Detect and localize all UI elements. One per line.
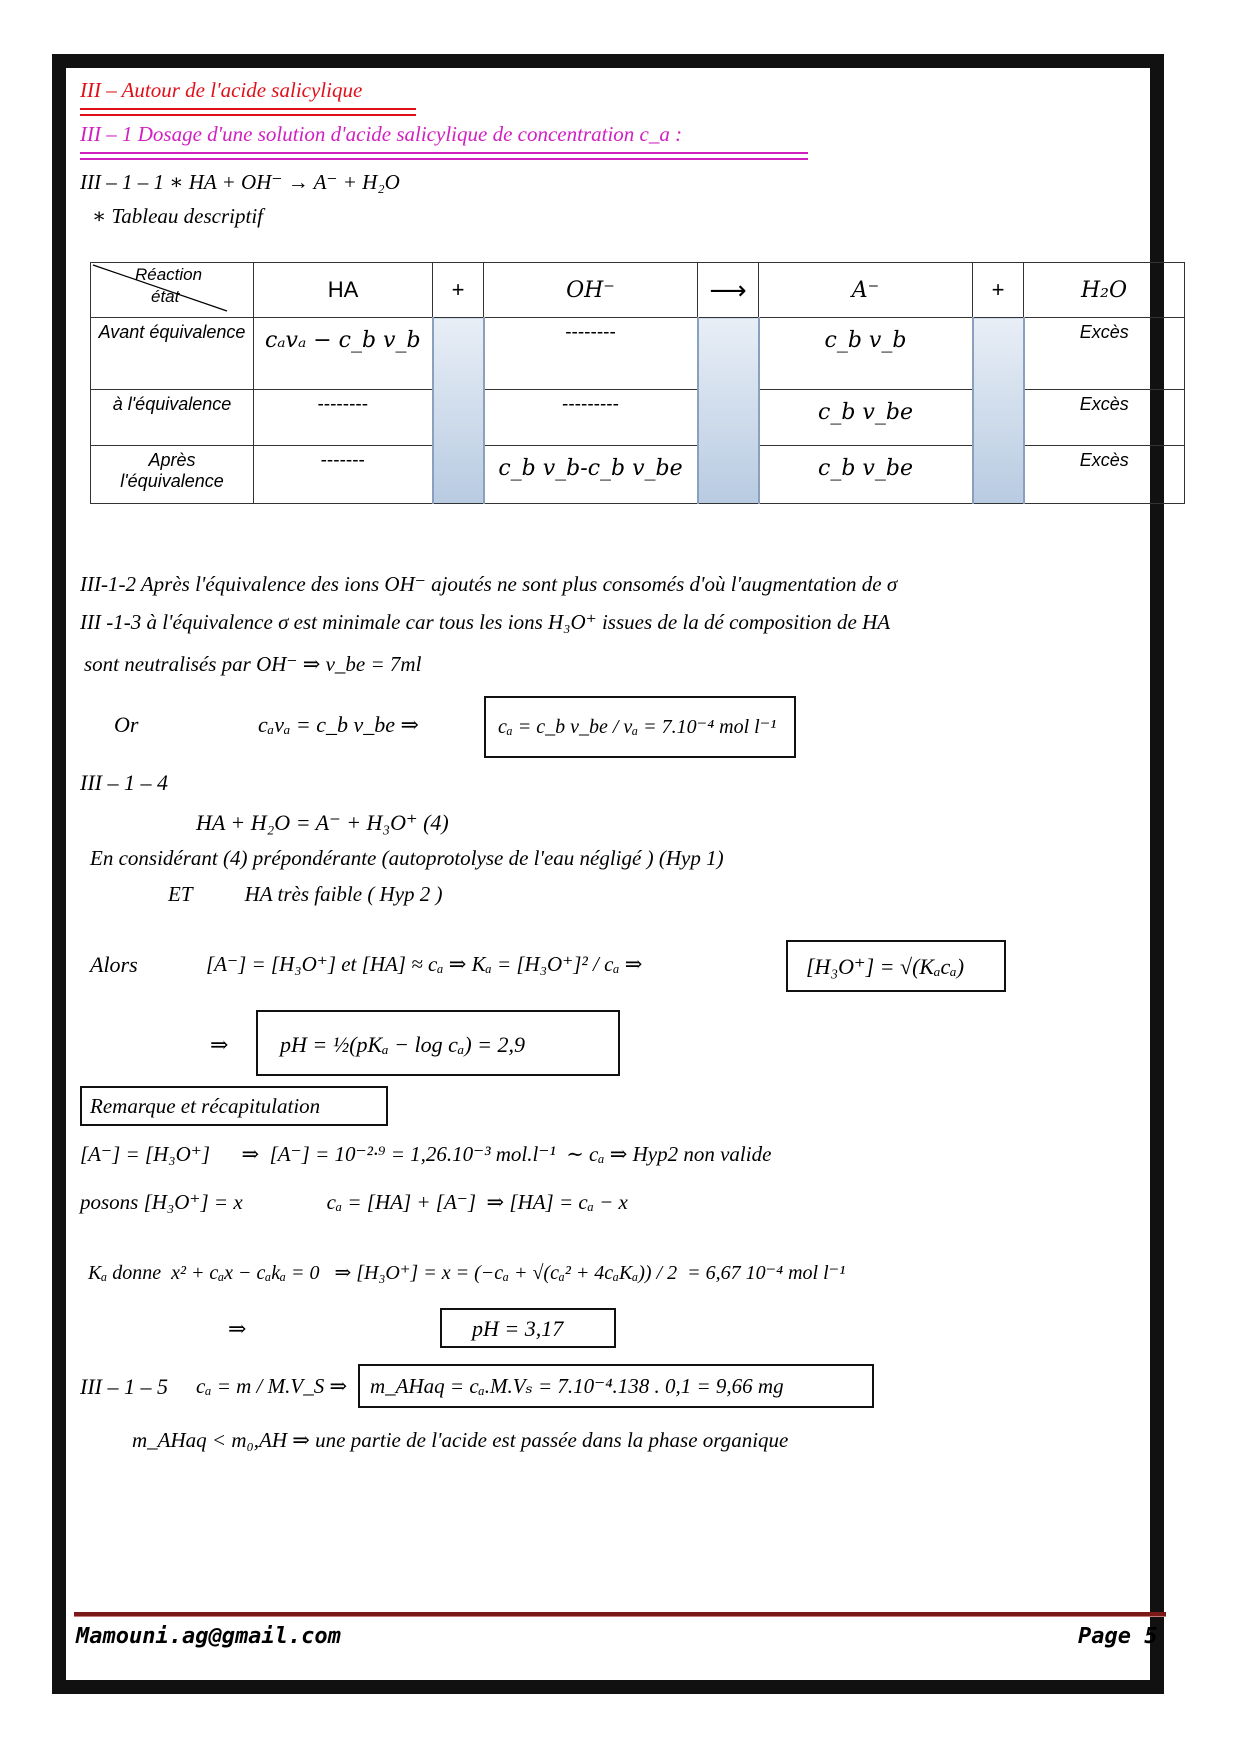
- remark-line-1: [A⁻] = [H₃O⁺] ⇒ [A⁻] = 10⁻²·⁹ = 1,26.10⁻³ mol.l⁻¹ ∼ cₐ ⇒ Hyp2 non valide: [80, 1142, 772, 1166]
- row-a: c_b v_be: [759, 390, 973, 446]
- reaction-equation: III – 1 – 1 ∗ HA + OH⁻ → A⁻ + H₂O: [80, 170, 400, 194]
- q112-text: III-1-2 Après l'équivalence des ions OH⁻ ajoutés ne sont plus consomés d'où l'augmentation de σ: [80, 572, 898, 596]
- row-a: c_b v_b: [759, 318, 973, 390]
- footer-page-number: Page 5: [1078, 1624, 1158, 1649]
- row-state: Avant équivalence: [91, 318, 254, 390]
- header-state: état: [151, 287, 180, 306]
- q114-reaction: HA + H₂O = A⁻ + H₃O⁺ (4): [196, 810, 449, 835]
- ph-box-1: [256, 1010, 620, 1076]
- table-row: [91, 318, 1185, 390]
- ph-box-2: [440, 1308, 616, 1348]
- row-h2o: Excès: [1024, 318, 1185, 390]
- h3o-box: [786, 940, 1006, 992]
- row-ha: --------: [254, 390, 433, 446]
- q114-hyp1: En considérant (4) prépondérante (autoprotolyse de l'eau négligé ) (Hyp 1): [90, 846, 724, 870]
- row-h2o: Excès: [1024, 390, 1185, 446]
- section-title: III – Autour de l'acide salicylique: [80, 78, 363, 102]
- subtitle-underline: [80, 152, 808, 160]
- q114-label: III – 1 – 4: [80, 770, 168, 795]
- row-h2o: Excès: [1024, 446, 1185, 504]
- implies-arrow: ⇒: [210, 1032, 229, 1057]
- row-oh: c_b v_b-c_b v_be: [484, 446, 698, 504]
- remark-title: Remarque et récapitulation: [90, 1094, 321, 1118]
- or-label: Or: [114, 712, 139, 737]
- gap-column: [698, 318, 759, 504]
- mass-box: [358, 1364, 874, 1408]
- row-oh: --------: [484, 318, 698, 390]
- q115-label: III – 1 – 5: [80, 1374, 168, 1399]
- h3o-result: [H₃O⁺] = √(Kₐcₐ): [806, 954, 965, 979]
- q114-hyp2: ET HA très faible ( Hyp 2 ): [168, 882, 443, 906]
- table-label: ∗ Tableau descriptif: [92, 204, 264, 228]
- or-equation: cₐvₐ = c_b v_be ⇒: [258, 712, 419, 737]
- ca-result-box: [484, 696, 796, 758]
- alors-label: Alors: [90, 952, 138, 977]
- row-a: c_b v_be: [759, 446, 973, 504]
- header-arrow: ⟶: [698, 263, 759, 318]
- header-a: A⁻: [759, 263, 973, 318]
- gap-column: [973, 318, 1024, 504]
- title-underline: [80, 108, 416, 116]
- table-corner-cell: [91, 263, 254, 318]
- q115-equation: cₐ = m / M.V_S ⇒: [196, 1374, 348, 1398]
- footer-email: Mamouni.ag@gmail.com: [76, 1624, 341, 1649]
- mass-result: m_AHaq = cₐ.M.Vₛ = 7.10⁻⁴.138 . 0,1 = 9,66 mg: [370, 1374, 784, 1398]
- section-subtitle: III – 1 Dosage d'une solution d'acide salicylique de concentration c_a :: [80, 122, 683, 146]
- implies-arrow: ⇒: [228, 1316, 247, 1341]
- header-h2o: H₂O: [1024, 263, 1185, 318]
- row-ha: cₐvₐ − c_b v_b: [254, 318, 433, 390]
- remark-line-2: posons [H₃O⁺] = x cₐ = [HA] + [A⁻] ⇒ [HA] = cₐ − x: [80, 1190, 628, 1214]
- header-oh: OH⁻: [484, 263, 698, 318]
- q115-conclusion: m_AHaq < m₀,AH ⇒ une partie de l'acide est passée dans la phase organique: [132, 1428, 789, 1452]
- row-state: à l'équivalence: [91, 390, 254, 446]
- header-plus-2: +: [973, 263, 1024, 318]
- remark-line-3: Kₐ donne x² + cₐx − cₐkₐ = 0 ⇒ [H₃O⁺] = x = (−cₐ + √(cₐ² + 4cₐKₐ)) / 2 = 6,67 10⁻⁴ mol l⁻¹: [88, 1262, 846, 1284]
- ph-result-2: pH = 3,17: [472, 1316, 564, 1341]
- header-reaction: Réaction: [135, 265, 203, 284]
- row-oh: ---------: [484, 390, 698, 446]
- footer-rule: [74, 1612, 1166, 1617]
- row-state: Après l'équivalence: [91, 446, 254, 504]
- alors-equation: [A⁻] = [H₃O⁺] et [HA] ≈ cₐ ⇒ Kₐ = [H₃O⁺]² / cₐ ⇒: [206, 952, 643, 976]
- ca-result: cₐ = c_b v_be / vₐ = 7.10⁻⁴ mol l⁻¹: [498, 716, 777, 738]
- q113-text-1: III -1-3 à l'équivalence σ est minimale car tous les ions H₃O⁺ issues de la dé composition de HA: [80, 610, 891, 634]
- remark-title-box: [80, 1086, 388, 1126]
- ph-result-1: pH = ½(pKₐ − log cₐ) = 2,9: [280, 1032, 525, 1057]
- gap-column: [433, 318, 484, 504]
- row-ha: -------: [254, 446, 433, 504]
- header-ha: HA: [254, 263, 433, 318]
- descriptive-table: [90, 262, 1185, 504]
- q113-text-2: sont neutralisés par OH⁻ ⇒ v_be = 7ml: [84, 652, 422, 676]
- header-plus-1: +: [433, 263, 484, 318]
